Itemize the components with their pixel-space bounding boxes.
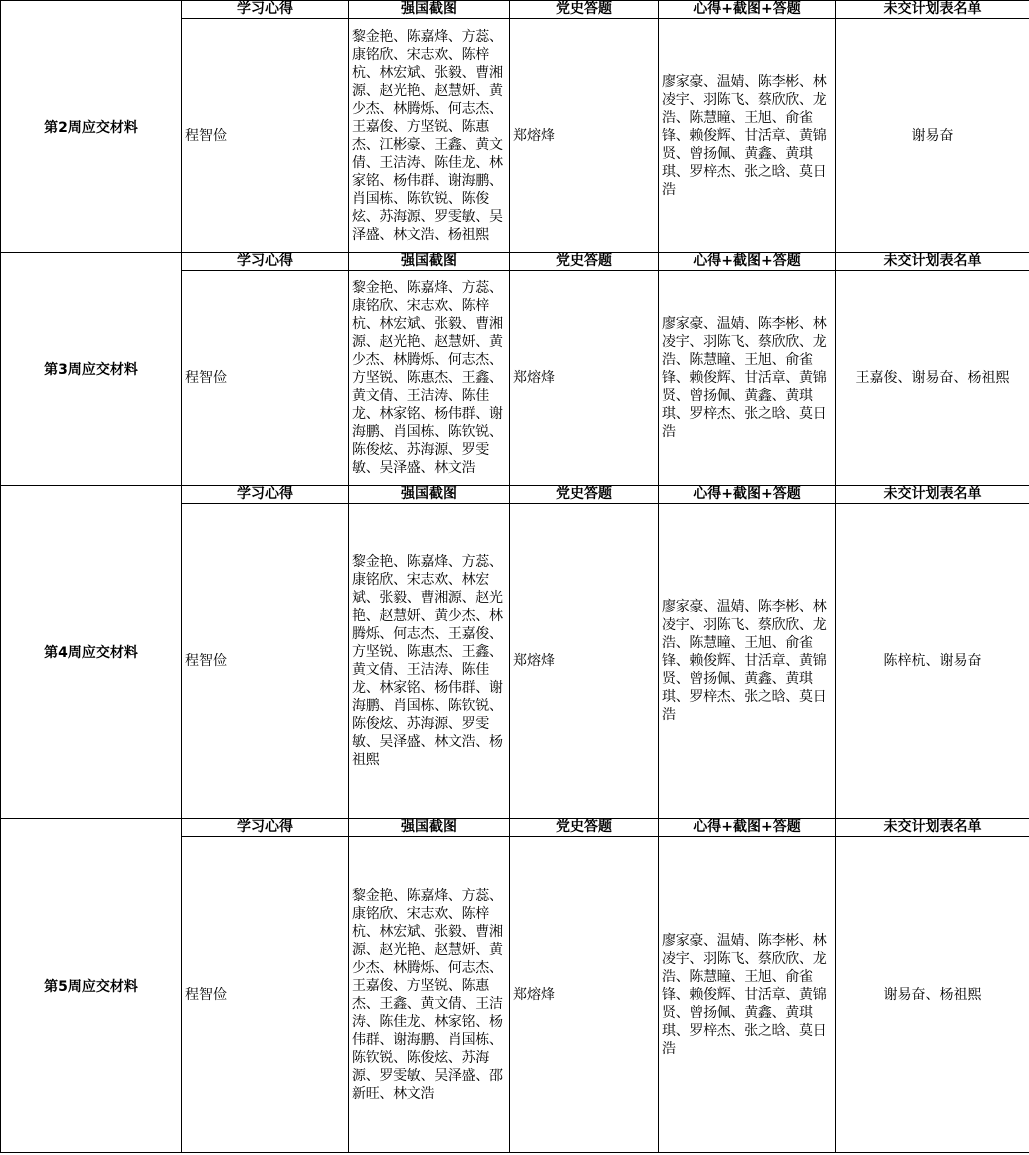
header-study: 学习心得 (182, 819, 349, 837)
header-missing-plan: 未交计划表名单 (836, 1, 1029, 19)
screenshot-cell: 黎金艳、陈嘉烽、方蕊、康铭欣、宋志欢、陈梓杭、林宏斌、张毅、曹湘源、赵光艳、赵慧妍、黄少杰、林腾烁、何志杰、王嘉俊、方坚锐、陈惠杰、江彬豪、王鑫、黄文倩、王洁涛、陈佳龙、林家铭、杨伟群、谢海鹏、肖国栋、陈钦锐、陈俊炫、苏海源、罗雯敏、吴泽盛、林文浩、杨祖熙 (349, 19, 510, 253)
header-combo: 心得+截图+答题 (659, 819, 836, 837)
study-cell: 程智俭 (182, 19, 349, 253)
combo-cell: 廖家豪、温婧、陈李彬、林凌宇、羽陈飞、蔡欣欣、龙浩、陈慧瞳、王旭、俞雀锋、赖俊辉、甘活章、黄锦贤、曾扬佩、黄鑫、黄琪琪、罗梓杰、张之晗、莫日浩 (659, 271, 836, 486)
screenshot-cell: 黎金艳、陈嘉烽、方蕊、康铭欣、宋志欢、陈梓杭、林宏斌、张毅、曹湘源、赵光艳、赵慧妍、黄少杰、林腾烁、何志杰、王嘉俊、方坚锐、陈惠杰、王鑫、黄文倩、王洁涛、陈佳龙、林家铭、杨伟群、谢海鹏、肖国栋、陈钦锐、陈俊炫、苏海源、罗雯敏、吴泽盛、邵新旺、林文浩 (349, 837, 510, 1153)
week-4-header-row (1, 486, 1029, 504)
week-label: 第4周应交材料 (1, 486, 182, 819)
study-cell: 程智俭 (182, 837, 349, 1153)
week-5-header-row (1, 819, 1029, 837)
header-missing-plan: 未交计划表名单 (836, 819, 1029, 837)
screenshot-cell: 黎金艳、陈嘉烽、方蕊、康铭欣、宋志欢、林宏斌、张毅、曹湘源、赵光艳、赵慧妍、黄少杰、林腾烁、何志杰、王嘉俊、方坚锐、陈惠杰、王鑫、黄文倩、王洁涛、陈佳龙、林家铭、杨伟群、谢海鹏、肖国栋、陈钦锐、陈俊炫、苏海源、罗雯敏、吴泽盛、林文浩、杨祖熙 (349, 504, 510, 819)
missing-plan-cell: 谢易奋、杨祖熙 (836, 837, 1029, 1153)
header-study: 学习心得 (182, 486, 349, 504)
header-screenshot: 强国截图 (349, 253, 510, 271)
missing-plan-cell: 王嘉俊、谢易奋、杨祖熙 (836, 271, 1029, 486)
week-label: 第3周应交材料 (1, 253, 182, 486)
header-combo: 心得+截图+答题 (659, 253, 836, 271)
header-combo: 心得+截图+答题 (659, 486, 836, 504)
header-party-quiz: 党史答题 (510, 486, 659, 504)
header-screenshot: 强国截图 (349, 486, 510, 504)
screenshot-cell: 黎金艳、陈嘉烽、方蕊、康铭欣、宋志欢、陈梓杭、林宏斌、张毅、曹湘源、赵光艳、赵慧妍、黄少杰、林腾烁、何志杰、方坚锐、陈惠杰、王鑫、黄文倩、王洁涛、陈佳龙、林家铭、杨伟群、谢海鹏、肖国栋、陈钦锐、陈俊炫、苏海源、罗雯敏、吴泽盛、林文浩 (349, 271, 510, 486)
week-label: 第5周应交材料 (1, 819, 182, 1153)
combo-cell: 廖家豪、温婧、陈李彬、林凌宇、羽陈飞、蔡欣欣、龙浩、陈慧瞳、王旭、俞雀锋、赖俊辉、甘活章、黄锦贤、曾扬佩、黄鑫、黄琪琪、罗梓杰、张之晗、莫日浩 (659, 837, 836, 1153)
header-combo: 心得+截图+答题 (659, 1, 836, 19)
header-study: 学习心得 (182, 253, 349, 271)
header-study: 学习心得 (182, 1, 349, 19)
week-label: 第2周应交材料 (1, 1, 182, 253)
header-party-quiz: 党史答题 (510, 1, 659, 19)
study-cell: 程智俭 (182, 271, 349, 486)
party-quiz-cell: 郑熔烽 (510, 504, 659, 819)
header-screenshot: 强国截图 (349, 819, 510, 837)
party-quiz-cell: 郑熔烽 (510, 271, 659, 486)
combo-cell: 廖家豪、温婧、陈李彬、林凌宇、羽陈飞、蔡欣欣、龙浩、陈慧瞳、王旭、俞雀锋、赖俊辉、甘活章、黄锦贤、曾扬佩、黄鑫、黄琪琪、罗梓杰、张之晗、莫日浩 (659, 504, 836, 819)
header-party-quiz: 党史答题 (510, 253, 659, 271)
missing-plan-cell: 谢易奋 (836, 19, 1029, 253)
study-cell: 程智俭 (182, 504, 349, 819)
party-quiz-cell: 郑熔烽 (510, 837, 659, 1153)
header-missing-plan: 未交计划表名单 (836, 253, 1029, 271)
header-missing-plan: 未交计划表名单 (836, 486, 1029, 504)
combo-cell: 廖家豪、温婧、陈李彬、林凌宇、羽陈飞、蔡欣欣、龙浩、陈慧瞳、王旭、俞雀锋、赖俊辉、甘活章、黄锦贤、曾扬佩、黄鑫、黄琪琪、罗梓杰、张之晗、莫日浩 (659, 19, 836, 253)
week-2-header-row (1, 1, 1029, 19)
party-quiz-cell: 郑熔烽 (510, 19, 659, 253)
week-3-header-row (1, 253, 1029, 271)
missing-plan-cell: 陈梓杭、谢易奋 (836, 504, 1029, 819)
header-party-quiz: 党史答题 (510, 819, 659, 837)
header-screenshot: 强国截图 (349, 1, 510, 19)
